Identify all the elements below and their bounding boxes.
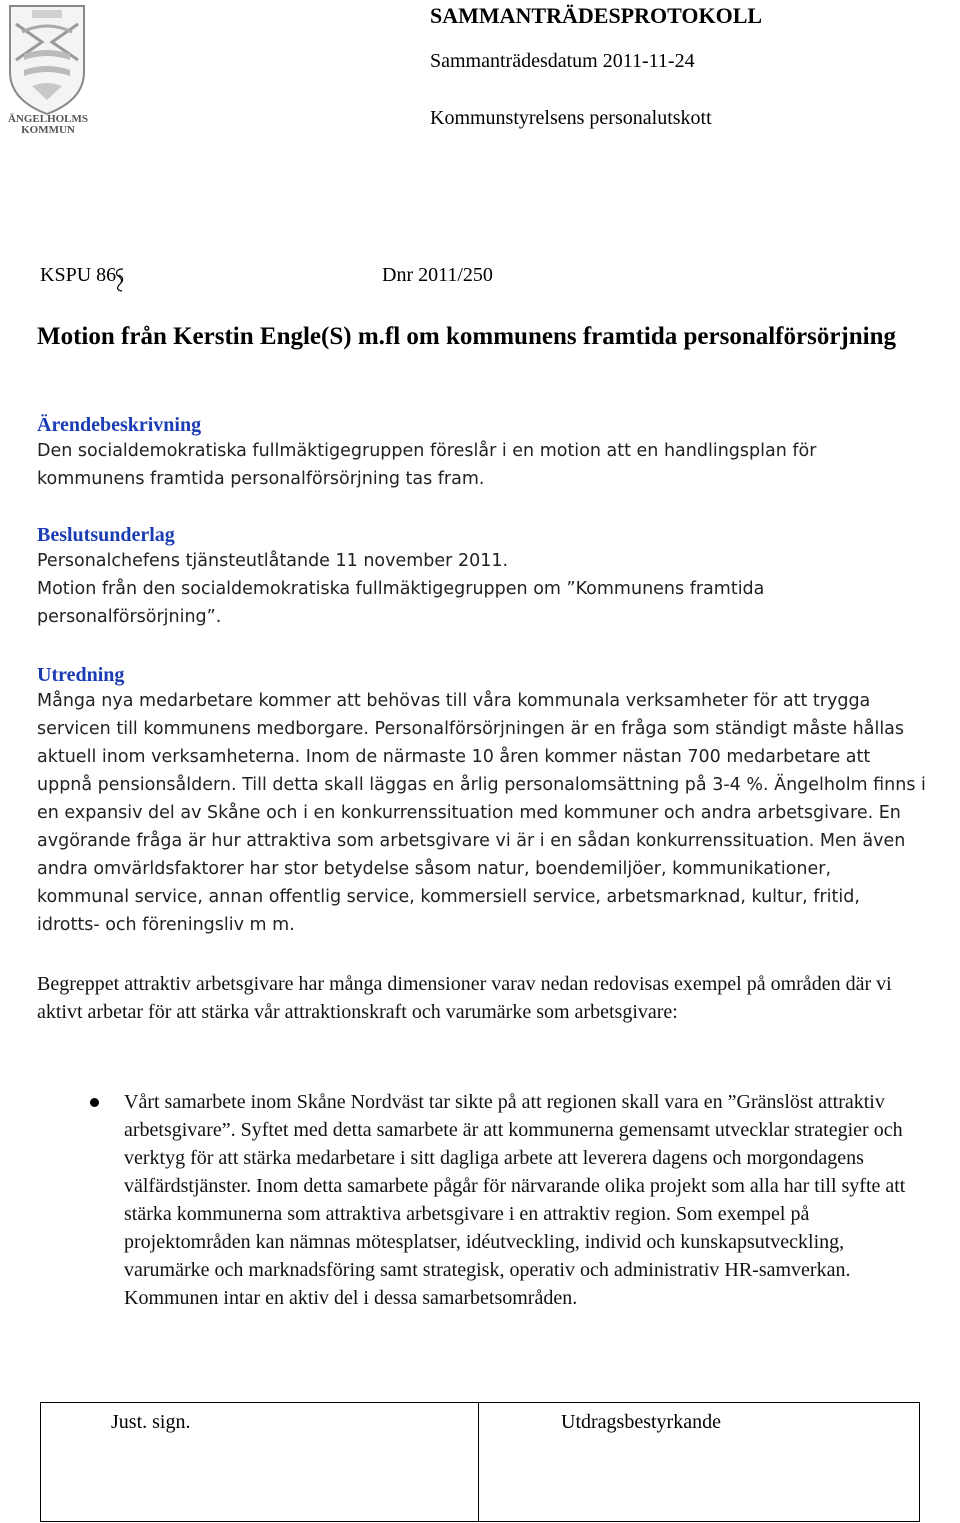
section-utredning <box>37 664 927 939</box>
document-type-title: SAMMANTRÄDESPROTOKOLL <box>430 3 763 28</box>
list-item-text: Vårt samarbete inom Skåne Nordväst tar sikte på att regionen skall vara en ”Gränslöst attraktiv arbetsgivare”. Syftet med detta samarbete är att kommunerna gemensamt utvecklar strategier och verktyg för att stärka medarbetare i sitt dagliga arbete att leverera dagens och morgondagens välfärdstjänster. Inom detta samarbete pågår för närvarande olika projekt som alla har till syfte att stärka kommunerna som attraktiva arbetsgivare i en attraktiv region. Som exempel på projektområden kan nämnas mötesplatser, idéutveckling, individ och kunskapsutveckling, varumärke och marknadsföring samt strategisk, operativ och administrativ HR-samverkan. Kommunen intar en aktiv del i dessa samarbetsområden. <box>124 1091 906 1309</box>
section-text: Många nya medarbetare kommer att behövas till våra kommunala verksamheter för att trygga servicen till kommunens medborgare. Personalförsörjningen är en fråga som ständigt måste hållas aktuell inom verksamheterna. Inom de närmaste 10 åren kommer nästan 700 medarbetare att uppnå pensionsåldern. Till detta skall läggas en årlig personalomsättning på 3-4 %. Ängelholm finns i en expansiv del av Skåne och i en konkurrenssituation med kommuner och andra arbetsgivare. En avgörande fråga är hur attraktiva som arbetsgivare vi är i en sådan konkurrenssituation. Men även andra omvärldsfaktorer har stor betydelse såsom natur, boendemiljöer, kommunikationer, kommunal service, annan offentlig service, kommersiell service, arbetsmarknad, kultur, fritid, idrotts- och föreningsliv m m. <box>37 691 926 935</box>
logo-text: ÄNGELHOLMS KOMMUN <box>7 113 89 136</box>
section-arendebeskrivning <box>37 414 917 493</box>
section-heading: Beslutsunderlag <box>37 524 175 546</box>
paragraph-sign-icon <box>113 266 127 294</box>
case-reference <box>40 264 493 287</box>
motion-title: Motion från Kerstin Engle(S) m.fl om kommunens framtida personalförsörjning <box>37 323 896 350</box>
case-dnr: Dnr 2011/250 <box>382 264 493 286</box>
section-heading: Utredning <box>37 664 125 686</box>
section-beslutsunderlag <box>37 524 917 631</box>
signature-divider <box>478 1403 479 1521</box>
bullet-icon <box>90 1098 99 1107</box>
meeting-date: Sammanträdesdatum 2011-11-24 <box>430 50 695 72</box>
paragraph-attractive-employer: Begreppet attraktiv arbetsgivare har många dimensioner varav nedan redovisas exempel på områden där vi aktivt arbetar för att stärka vår attraktionskraft och varumärke som arbetsgivare: <box>37 973 892 1023</box>
decision-basis-item: Motion från den socialdemokratiska fullmäktigegruppen om ”Kommunens framtida personalförsörjning”. <box>37 579 765 627</box>
signature-box <box>40 1402 920 1522</box>
extract-certification-label: Utdragsbestyrkande <box>561 1411 721 1433</box>
decision-basis-item: Personalchefens tjänsteutlåtande 11 november 2011. <box>37 551 509 571</box>
section-text: Den socialdemokratiska fullmäktigegruppen föreslår i en motion att en handlingsplan för kommunens framtida personalförsörjning tas fram. <box>37 441 817 489</box>
section-heading: Ärendebeskrivning <box>37 414 202 436</box>
justification-signature-label: Just. sign. <box>111 1411 191 1433</box>
list-item <box>37 1088 917 1312</box>
case-number: KSPU 86 <box>40 264 117 286</box>
municipality-logo <box>2 2 92 138</box>
bullet-list <box>37 1088 917 1312</box>
committee-name: Kommunstyrelsens personalutskott <box>430 107 712 129</box>
